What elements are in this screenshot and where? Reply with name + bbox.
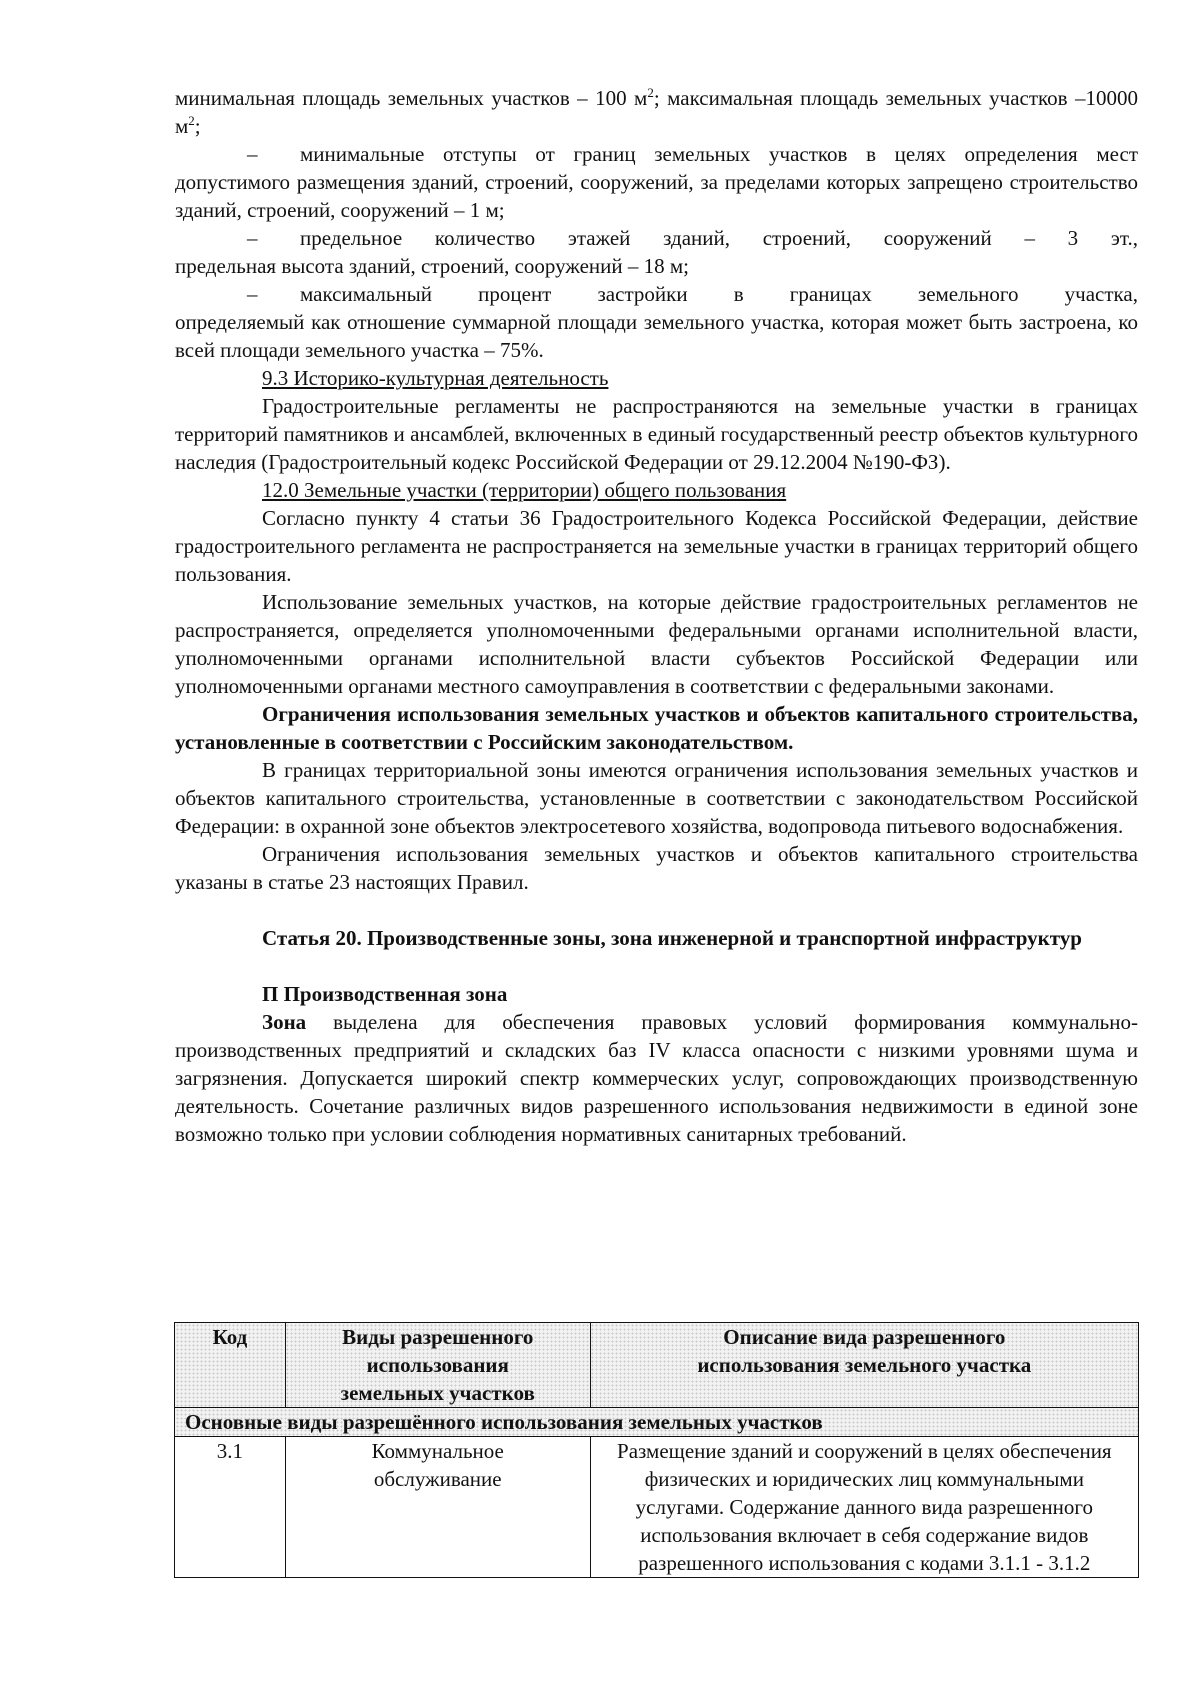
paragraph-plot-area: минимальная площадь земельных участков – 100 $м^2$; максимальная площадь земельных участков –10000 $м^2$; (175, 85, 1138, 138)
paragraph-12-0-b: Использование земельных участков, на которые действие градостроительных регламентов не распространяется, определяется уполномоченными федеральными органами исполнительной власти, уполномоченными органами исполнительной власти субъектов Российской Федерации или уполномоченными органами местного самоуправления в соответствии с федеральными законами. (175, 590, 1138, 698)
zone-heading: П Производственная зона (262, 982, 508, 1006)
table-section-row (175, 1408, 1139, 1437)
restrictions-paragraph-2: Ограничения использования земельных участков и объектов капитального строительства указаны в статье 23 настоящих Правил. (175, 842, 1138, 894)
permitted-use-table (174, 1322, 1139, 1578)
subsection-heading-12-0: 12.0 Земельные участки (территории) общего пользования (262, 478, 787, 502)
text-column (175, 84, 1138, 1148)
paragraph-9-3: Градостроительные регламенты не распространяются на земельные участки в границах территорий памятников и ансамблей, включенных в единый государственный реестр объектов культурного наследия (Градостроительный кодекс Российской Федерации от 29.12.2004 №190-ФЗ). (175, 394, 1138, 474)
header-description: Описание вида разрешенного использования земельного участка (590, 1323, 1138, 1408)
table-header-row (175, 1323, 1139, 1408)
subsection-heading-9-3: 9.3 Историко-культурная деятельность (262, 366, 609, 390)
list-item-coverage: – максимальный процент застройки в границах земельного участка, определяемый как отношение суммарной площади земельного участка, которая может быть застроена, ко всей площади земельного участка – 75%. (175, 282, 1138, 362)
header-code: Код (175, 1323, 286, 1408)
cell-kind: Коммунальное обслуживание (285, 1437, 590, 1578)
dash-marker: – (247, 226, 258, 250)
list-item-floors: – предельное количество этажей зданий, строений, сооружений – 3 эт., предельная высота зданий, строений, сооружений – 18 м; (175, 226, 1138, 278)
section-title: Основные виды разрешённого использования земельных участков (175, 1408, 1139, 1437)
zone-description: Зона выделена для обеспечения правовых условий формирования коммунально-производственных предприятий и складских баз IV класса опасности с низкими уровнями шума и загрязнения. Допускается широкий спектр коммерческих услуг, сопровождающих производственную деятельность. Сочетание различных видов разрешенного использования недвижимости в единой зоне возможно только при условии соблюдения нормативных санитарных требований. (175, 1010, 1138, 1146)
paragraph-12-0-a: Согласно пункту 4 статьи 36 Градостроительного Кодекса Российской Федерации, действие градостроительного регламента не распространяется на земельные участки в границах территорий общего пользования. (175, 506, 1138, 586)
article-heading: Статья 20. Производственные зоны, зона инженерной и транспортной инфраструктур (262, 926, 1082, 950)
cell-code: 3.1 (175, 1437, 286, 1578)
dash-marker: – (247, 142, 258, 166)
table-row (175, 1437, 1139, 1578)
restrictions-paragraph-1: В границах территориальной зоны имеются ограничения использования земельных участков и объектов капитального строительства, установленные в соответствии с законодательством Российской Федерации: в охранной зоне объектов электросетевого хозяйства, водопровода питьевого водоснабжения. (175, 758, 1138, 838)
list-item-setbacks: – минимальные отступы от границ земельных участков в целях определения мест допустимого размещения зданий, строений, сооружений, за пределами которых запрещено строительство зданий, строений, сооружений – 1 м; (175, 142, 1138, 222)
header-kind: Виды разрешенного использования земельных участков (285, 1323, 590, 1408)
dash-marker: – (247, 282, 258, 306)
cell-description: Размещение зданий и сооружений в целях обеспечения физических и юридических лиц коммунальными услугами. Содержание данного вида разрешенного использования включает в себя содержание видов разрешенного использования с кодами 3.1.1 - 3.1.2 (590, 1437, 1138, 1578)
restrictions-heading: Ограничения использования земельных участков и объектов капитального строительства, установленные в соответствии с Российским законодательством. (175, 702, 1138, 754)
